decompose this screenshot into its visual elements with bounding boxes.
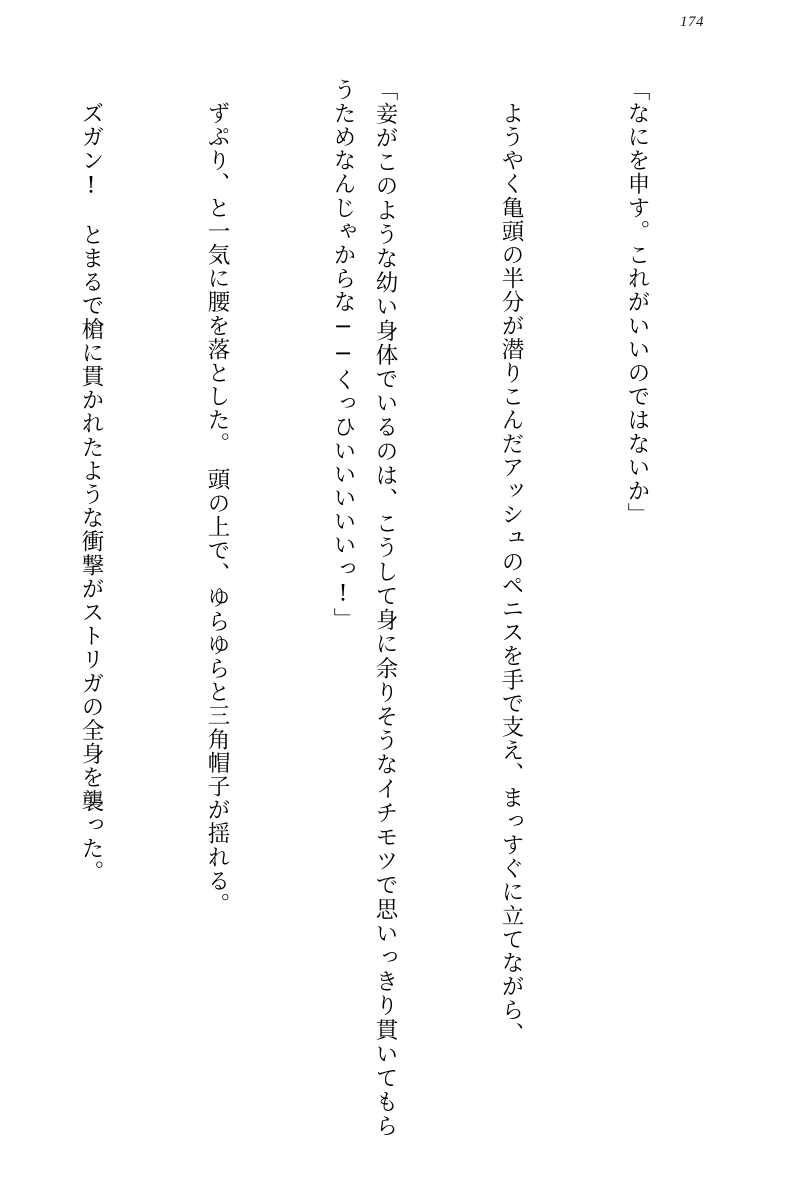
page-body-text [56, 78, 742, 1138]
paragraph: 「妾がこのような幼い身体でいるのは、こうして身に余りそうなイチモツで思いっきり貫いてもらうためなんじゃからな──くっひいいいいいっ!」 [330, 78, 398, 1138]
page-number: 174 [680, 14, 704, 30]
paragraph: ズガン! とまるで槍に貫かれたような衝撃がストリガの全身を襲った。 [78, 78, 104, 884]
paragraph: ずぷり、と一気に腰を落とした。 頭の上で、ゆらゆらと三角帽子が揺れる。 [204, 78, 230, 917]
paragraph: 「なにを申す。これがいいのではないか」 [624, 78, 650, 527]
paragraph: ようやく亀頭の半分が潜りこんだアッシュのペニスを手で支え、まっすぐに立てながら、 [498, 78, 524, 1046]
